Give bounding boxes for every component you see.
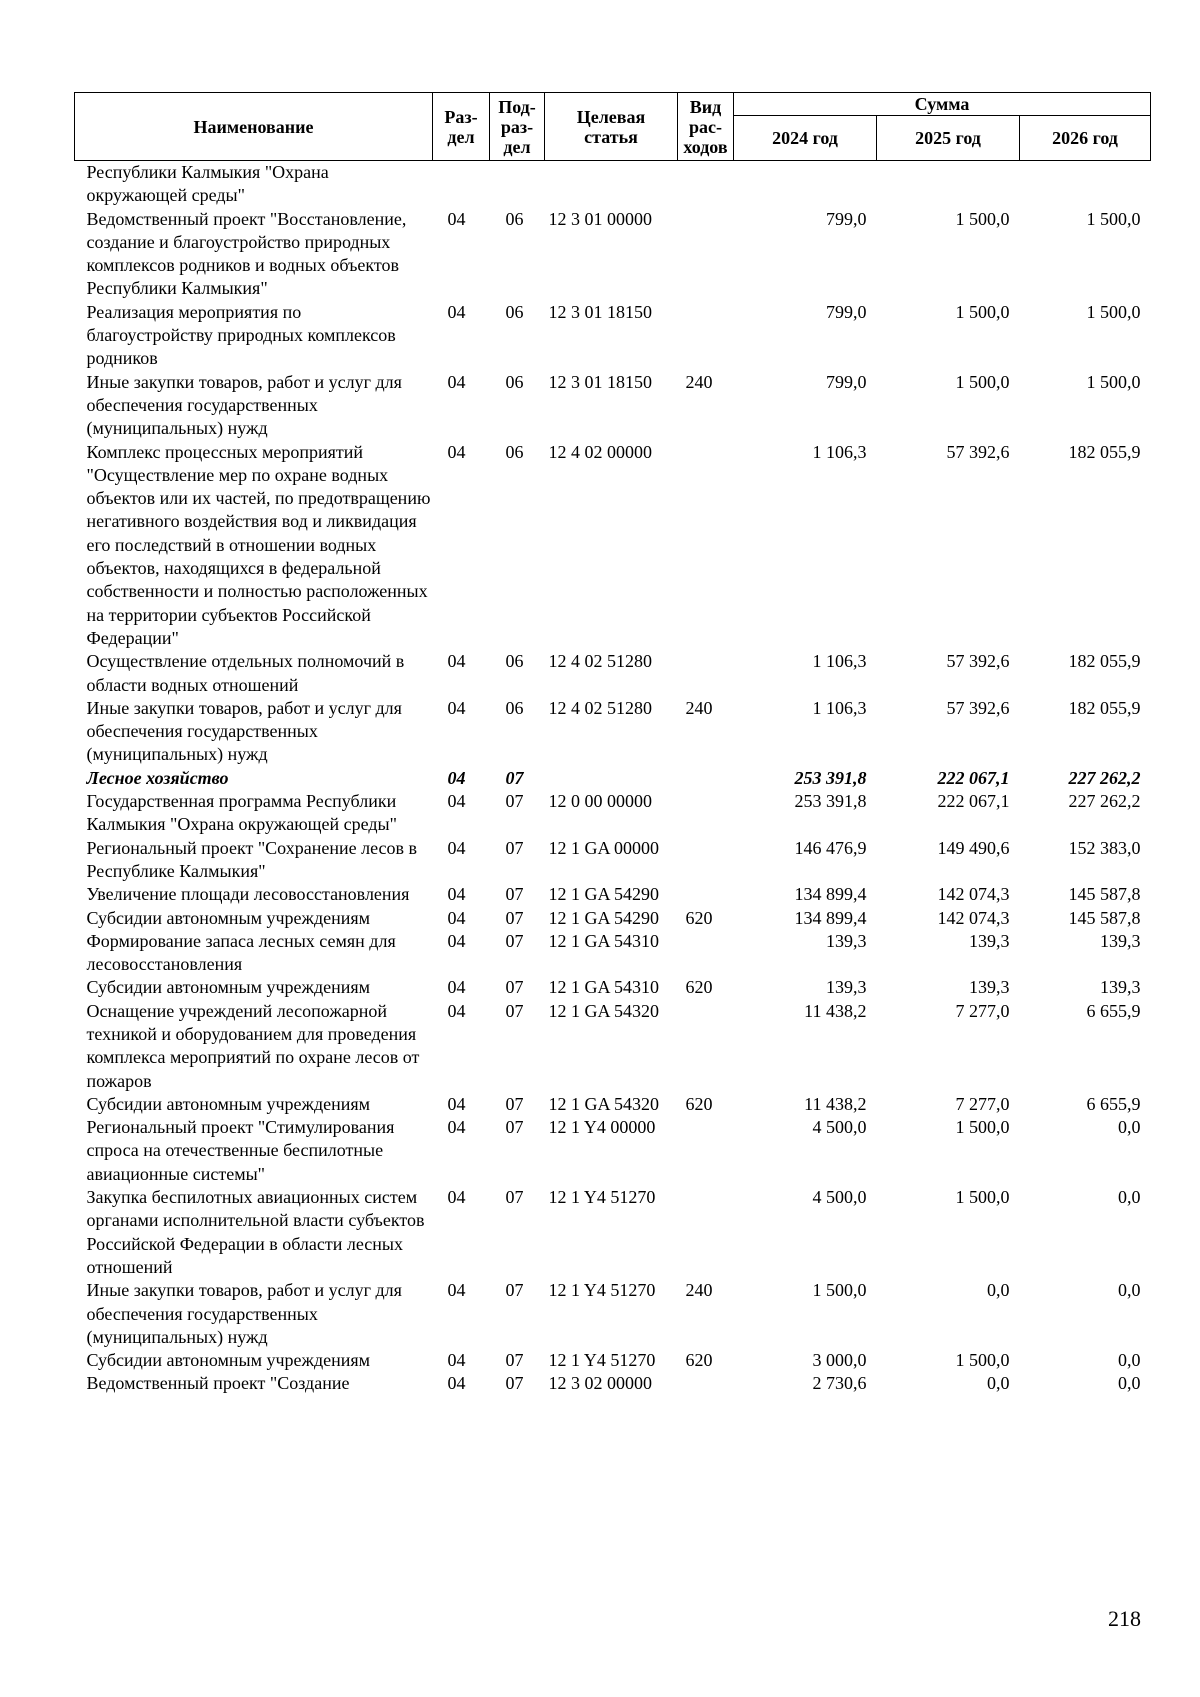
header-razdel: Раз- дел [433,93,490,161]
table-row [75,907,1151,930]
cell-y2024: 146 476,9 [794,837,867,858]
cell-vid [678,1372,734,1395]
cell-celevaya: 12 1 GA 54310 [548,977,660,998]
table-row [75,1000,1151,1093]
cell-podrazdel: 07 [505,837,524,858]
table-row [75,1279,1151,1349]
cell-celevaya: 12 0 00 00000 [548,791,652,812]
cell-name: Региональный проект "Стимулирования спроса на отечественные беспилотные авиационные системы" [86,1117,395,1184]
cell-podrazdel: 07 [505,1117,524,1138]
cell-vid [678,1000,734,1093]
cell-y2024: 799,0 [826,371,867,392]
cell-celevaya: 12 1 GA 54290 [548,907,660,928]
cell-name: Государственная программа Республики Калмыкия "Охрана окружающей среды" [86,791,397,835]
cell-razdel: 04 [447,1373,466,1394]
cell-razdel: 04 [447,1350,466,1371]
header-year-2024: 2024 год [734,116,877,161]
cell-razdel: 04 [447,837,466,858]
page-number: 218 [1108,1606,1141,1631]
cell-y2025: 57 392,6 [946,651,1010,672]
cell-y2024: 139,3 [826,930,867,951]
cell-y2024: 1 106,3 [812,697,867,718]
cell-celevaya: 12 1 Y4 51270 [548,1350,656,1371]
cell-y2026: 182 055,9 [1068,697,1141,718]
header-year-2025: 2025 год [877,116,1020,161]
cell-vid [678,837,734,884]
cell-podrazdel: 06 [505,208,524,229]
cell-podrazdel: 07 [505,1373,524,1394]
table-row [75,1186,1151,1279]
cell-razdel: 04 [447,767,466,788]
cell-y2024: 1 106,3 [812,441,867,462]
cell-y2024: 139,3 [826,977,867,998]
table-row [75,767,1151,790]
cell-podrazdel: 07 [505,1000,524,1021]
cell-name: Республики Калмыкия "Охрана окружающей среды" [86,162,329,206]
cell-razdel: 04 [447,1187,466,1208]
cell-y2025: 57 392,6 [946,441,1010,462]
cell-razdel: 04 [447,697,466,718]
cell-celevaya: 12 3 01 18150 [548,371,652,392]
cell-celevaya: 12 1 GA 00000 [548,837,660,858]
cell-vid [678,208,734,301]
cell-celevaya [545,767,678,790]
cell-celevaya: 12 1 GA 54320 [548,1093,660,1114]
header-celevaya: Целевая статья [545,93,678,161]
cell-podrazdel: 06 [505,651,524,672]
cell-celevaya: 12 3 02 00000 [548,1373,652,1394]
cell-name: Осуществление отдельных полномочий в области водных отношений [86,651,405,695]
cell-podrazdel: 07 [505,930,524,951]
cell-vid [678,161,734,208]
cell-name: Иные закупки товаров, работ и услуг для обеспечения государственных (муниципальных) нужд [86,1280,402,1347]
cell-y2025: 57 392,6 [946,697,1010,718]
table-row [75,1116,1151,1186]
budget-table [74,92,1151,1396]
cell-y2025: 139,3 [969,930,1010,951]
cell-y2025: 1 500,0 [955,371,1010,392]
table-row [75,441,1151,651]
cell-podrazdel: 07 [505,907,524,928]
cell-y2025: 139,3 [969,977,1010,998]
cell-razdel: 04 [447,884,466,905]
cell-y2024: 1 106,3 [812,651,867,672]
cell-y2025: 1 500,0 [955,1350,1010,1371]
table-row [75,930,1151,977]
cell-name: Формирование запаса лесных семян для лесовосстановления [86,930,396,975]
cell-y2026: 139,3 [1100,930,1141,951]
cell-y2026: 139,3 [1100,977,1141,998]
cell-razdel: 04 [447,977,466,998]
cell-razdel: 04 [447,1000,466,1021]
cell-celevaya: 12 1 GA 54320 [548,1000,660,1021]
cell-y2025: 222 067,1 [937,791,1010,812]
cell-y2024: 4 500,0 [812,1187,867,1208]
cell-name: Субсидии автономным учреждениям [86,1350,371,1371]
cell-y2024: 11 438,2 [804,1000,867,1021]
cell-vid [678,790,734,837]
cell-vid: 620 [685,1350,713,1371]
cell-razdel: 04 [447,907,466,928]
cell-name: Субсидии автономным учреждениям [86,977,371,998]
cell-vid: 240 [685,1280,713,1301]
table-row [75,371,1151,441]
cell-celevaya: 12 1 Y4 51270 [548,1280,656,1301]
cell-y2025: 1 500,0 [955,1187,1010,1208]
header-vid: Вид рас- ходов [678,93,734,161]
cell-podrazdel: 07 [505,767,524,788]
table-row [75,883,1151,906]
cell-podrazdel: 07 [505,791,524,812]
cell-podrazdel: 07 [505,1093,524,1114]
cell-y2024: 799,0 [826,208,867,229]
cell-y2026: 0,0 [1118,1187,1141,1208]
cell-y2024: 2 730,6 [812,1373,867,1394]
table-body [75,161,1151,1396]
cell-vid [678,883,734,906]
cell-y2026: 227 262,2 [1068,767,1141,788]
cell-razdel: 04 [447,441,466,462]
cell-podrazdel [490,161,545,208]
cell-razdel: 04 [447,1117,466,1138]
cell-celevaya: 12 1 GA 54290 [548,884,660,905]
table-row [75,208,1151,301]
header-podrazdel: Под- раз- дел [490,93,545,161]
cell-y2024: 134 899,4 [794,884,867,905]
cell-vid [678,441,734,651]
table-row [75,697,1151,767]
header-summa: Сумма [734,93,1151,116]
cell-y2025: 7 277,0 [955,1000,1010,1021]
table-row [75,650,1151,697]
cell-y2025: 7 277,0 [955,1093,1010,1114]
cell-y2025: 0,0 [987,1373,1010,1394]
table-row [75,1349,1151,1372]
cell-y2026: 0,0 [1118,1350,1141,1371]
cell-y2025: 142 074,3 [937,907,1010,928]
cell-name: Ведомственный проект "Восстановление, создание и благоустройство природных комплексов родников и водных объектов Республики Калмыкия" [86,208,407,299]
table-row [75,790,1151,837]
cell-y2026: 182 055,9 [1068,441,1141,462]
cell-y2026: 227 262,2 [1068,791,1141,812]
cell-y2025: 149 490,6 [937,837,1010,858]
cell-y2026: 1 500,0 [1086,301,1141,322]
cell-vid: 620 [685,1093,713,1114]
cell-name: Лесное хозяйство [86,767,229,788]
cell-podrazdel: 06 [505,697,524,718]
cell-podrazdel: 07 [505,884,524,905]
cell-razdel: 04 [447,371,466,392]
cell-y2024: 1 500,0 [812,1280,867,1301]
cell-y2025: 1 500,0 [955,208,1010,229]
cell-celevaya: 12 3 01 00000 [548,208,652,229]
cell-celevaya: 12 1 Y4 51270 [548,1187,656,1208]
cell-y2026: 1 500,0 [1086,371,1141,392]
cell-y2024: 3 000,0 [812,1350,867,1371]
cell-razdel: 04 [447,791,466,812]
cell-celevaya: 12 4 02 00000 [548,441,652,462]
cell-name: Закупка беспилотных авиационных систем органами исполнительной власти субъектов Российской Федерации в области лесных отношений [86,1187,425,1277]
cell-podrazdel: 06 [505,371,524,392]
cell-name: Комплекс процессных мероприятий "Осуществление мер по охране водных объектов или их частей, по предотвращению негативного воздействия вод и ликвидация его последствий в отношении водных объектов, находящихся в федеральной собственности и полностью расположенных на территории субъектов Российской Федерации" [86,441,431,648]
cell-y2025: 142 074,3 [937,884,1010,905]
table-header [75,93,1151,161]
table-row [75,1372,1151,1395]
cell-vid: 620 [685,907,713,928]
cell-name: Субсидии автономным учреждениям [86,907,371,928]
cell-razdel: 04 [447,208,466,229]
cell-razdel: 04 [447,301,466,322]
cell-y2025 [877,161,1020,208]
cell-razdel: 04 [447,930,466,951]
cell-name: Оснащение учреждений лесопожарной техникой и оборудованием для проведения комплекса мероприятий по охране лесов от пожаров [86,1000,420,1091]
cell-name: Иные закупки товаров, работ и услуг для обеспечения государственных (муниципальных) нужд [86,371,402,439]
budget-page [74,92,1150,1396]
cell-y2026: 145 587,8 [1068,907,1141,928]
cell-razdel: 04 [447,1280,466,1301]
cell-celevaya: 12 1 GA 54310 [548,930,660,951]
cell-name: Иные закупки товаров, работ и услуг для обеспечения государственных (муниципальных) нужд [86,697,402,765]
cell-razdel [433,161,490,208]
cell-y2025: 1 500,0 [955,301,1010,322]
cell-celevaya [545,161,678,208]
cell-vid [678,1186,734,1279]
table-row [75,976,1151,999]
table-row [75,1093,1151,1116]
cell-podrazdel: 06 [505,441,524,462]
cell-podrazdel: 07 [505,1350,524,1371]
cell-y2026: 0,0 [1118,1373,1141,1394]
cell-name: Реализация мероприятия по благоустройству природных комплексов родников [86,301,396,369]
header-year-2026: 2026 год [1020,116,1151,161]
cell-y2024: 253 391,8 [794,791,867,812]
cell-vid [678,767,734,790]
cell-vid [678,930,734,977]
cell-razdel: 04 [447,651,466,672]
cell-name: Региональный проект "Сохранение лесов в Республике Калмыкия" [86,837,418,881]
cell-y2025: 1 500,0 [955,1117,1010,1138]
cell-y2026: 1 500,0 [1086,208,1141,229]
cell-y2024: 253 391,8 [794,767,867,788]
cell-y2026: 0,0 [1118,1280,1141,1301]
header-name: Наименование [75,93,433,161]
cell-celevaya: 12 4 02 51280 [548,697,652,718]
cell-y2024 [734,161,877,208]
table-row [75,837,1151,884]
cell-y2024: 4 500,0 [812,1117,867,1138]
table-row [75,161,1151,208]
cell-vid [678,650,734,697]
cell-y2026: 145 587,8 [1068,884,1141,905]
cell-podrazdel: 07 [505,977,524,998]
cell-vid [678,301,734,371]
cell-podrazdel: 07 [505,1187,524,1208]
cell-name: Увеличение площади лесовосстановления [86,884,410,905]
cell-vid: 620 [685,977,713,998]
cell-vid: 240 [685,371,713,392]
cell-podrazdel: 06 [505,301,524,322]
cell-podrazdel: 07 [505,1280,524,1301]
cell-y2024: 134 899,4 [794,907,867,928]
cell-name: Субсидии автономным учреждениям [86,1093,371,1114]
cell-y2026: 0,0 [1118,1117,1141,1138]
cell-vid: 240 [685,697,713,718]
cell-celevaya: 12 1 Y4 00000 [548,1117,656,1138]
cell-celevaya: 12 4 02 51280 [548,651,652,672]
cell-y2026 [1020,161,1151,208]
cell-y2025: 222 067,1 [937,767,1010,788]
cell-y2026: 6 655,9 [1086,1000,1141,1021]
table-row [75,301,1151,371]
cell-celevaya: 12 3 01 18150 [548,301,652,322]
cell-y2025: 0,0 [987,1280,1010,1301]
cell-vid [678,1116,734,1186]
cell-y2024: 11 438,2 [804,1093,867,1114]
cell-y2026: 152 383,0 [1068,837,1141,858]
cell-y2026: 182 055,9 [1068,651,1141,672]
cell-y2024: 799,0 [826,301,867,322]
cell-name: Ведомственный проект "Создание [86,1373,350,1394]
cell-razdel: 04 [447,1093,466,1114]
cell-y2026: 6 655,9 [1086,1093,1141,1114]
